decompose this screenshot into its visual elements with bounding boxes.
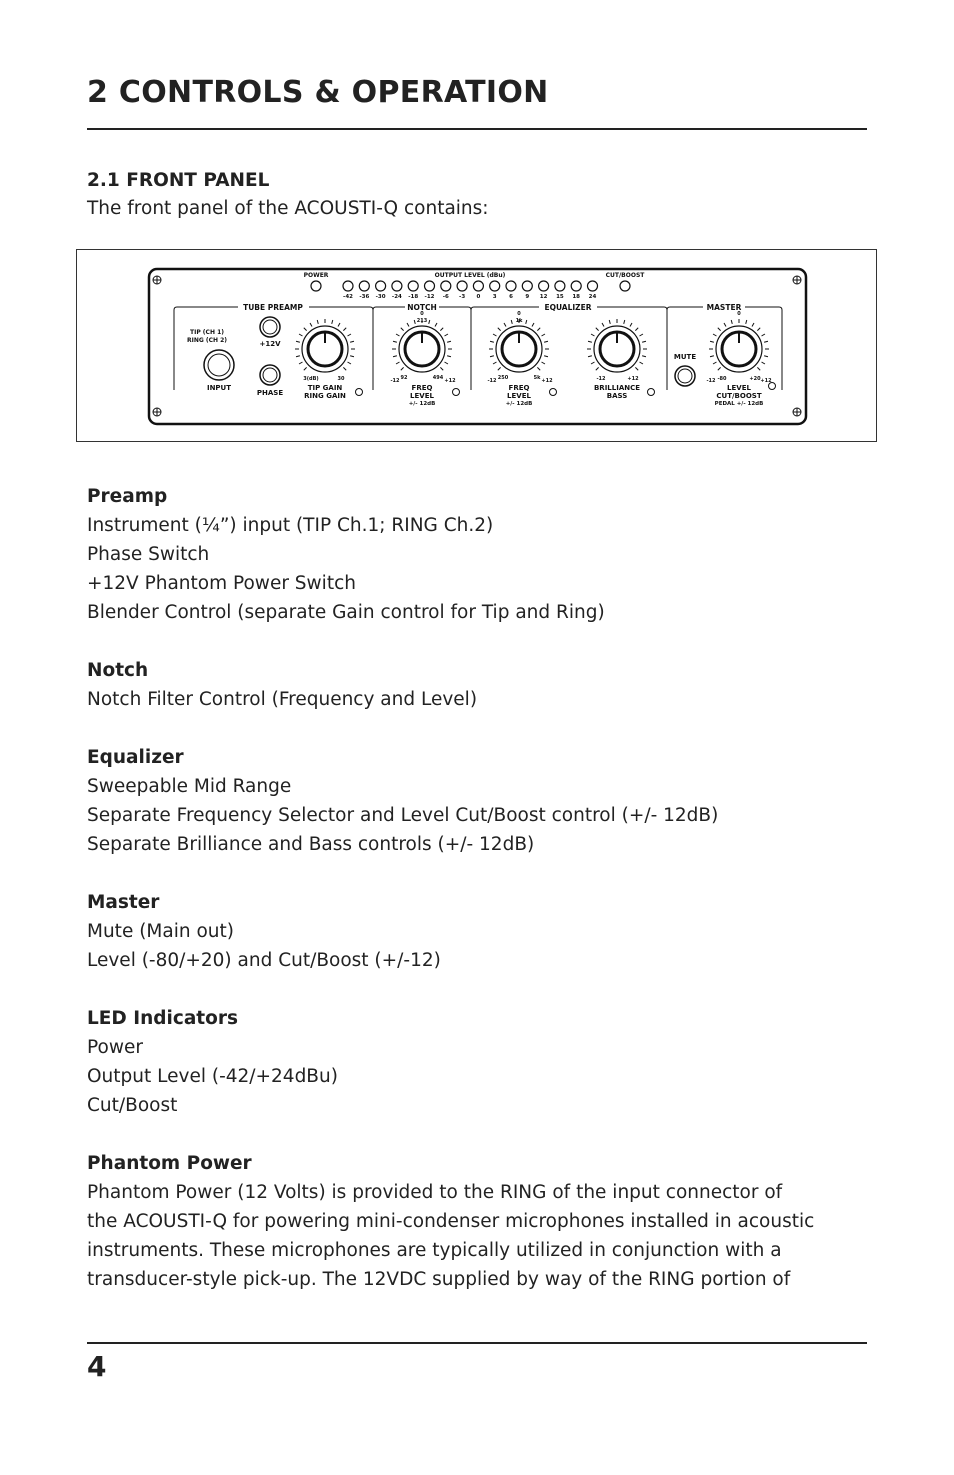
trim-pot-icon [648,389,655,396]
header-rule [87,128,867,130]
eq-freq-label: FREQ [508,384,530,392]
meter-scale-label: 15 [556,294,564,300]
meter-led [343,281,353,291]
tip-label: TIP (CH 1) [190,329,224,336]
group-notch [87,656,867,714]
ring-label: RING (CH 2) [186,337,228,344]
eq-range-label: +/- 12dB [505,401,533,407]
cut-boost-led-label: CUT/BOOST [605,272,645,279]
meter-led [506,281,516,291]
phantom-12v-switch[interactable] [260,317,280,337]
meter-led [359,281,369,291]
trim-pot-icon [453,389,460,396]
mute-button[interactable] [675,366,695,386]
meter-led [408,281,418,291]
eq-high-mark: +12 [541,378,553,384]
meter-scale-label: 9 [525,294,530,300]
eq-f2-mark: 5k [533,375,541,381]
chapter-title: 2 CONTROLS & OPERATION [87,75,549,110]
group-line: the ACOUSTI-Q for powering mini-condenser microphones installed in acoustic [87,1211,815,1232]
group-preamp [87,482,867,627]
master-top-mark: 0 [737,311,741,317]
master-20-mark: +20 [749,376,761,382]
cut-boost-led [620,281,630,291]
group-line: Mute (Main out) [87,921,234,942]
group-line: Blender Control (separate Gain control for Tip and Ring) [87,602,605,623]
notch-range-label: +/- 12dB [408,401,436,407]
meter-scale-label: 6 [509,294,513,300]
master-cut-boost-label: CUT/BOOST [716,392,762,400]
group-line: Power [87,1037,143,1058]
meter-scale-label: -12 [424,294,435,300]
meter-led [555,281,565,291]
group-line: Separate Brilliance and Bass controls (+/- 12dB) [87,834,535,855]
front-panel-figure [76,249,877,442]
meter-scale-label: 18 [572,294,581,300]
notch-f2-mark: 494 [432,375,444,381]
phase-switch[interactable] [260,365,280,385]
group-line: Separate Frequency Selector and Level Cut/Boost control (+/- 12dB) [87,805,719,826]
group-line: Phase Switch [87,544,210,565]
plus12v-label: +12V [259,340,281,348]
meter-scale-label: -6 [442,294,449,300]
notch-high-mark: +12 [444,378,456,384]
master-low-mark: -12 [706,378,716,384]
mute-label: MUTE [673,353,697,361]
group-line: transducer-style pick-up. The 12VDC supplied by way of the RING portion of [87,1269,791,1290]
group-heading: Equalizer [87,747,184,768]
notch-freq-label: FREQ [411,384,433,392]
notch-heading: NOTCH [407,303,437,312]
meter-scale-label: 12 [539,294,548,300]
power-label: POWER [303,272,329,279]
gain-low-mark: 3(dB) [303,376,319,382]
meter-led [539,281,549,291]
meter-led [490,281,500,291]
group-line: Sweepable Mid Range [87,776,292,797]
group-heading: Preamp [87,486,168,507]
meter-scale-label: 0 [476,294,481,300]
output-level-label: OUTPUT LEVEL (dBu) [434,272,506,279]
input-label: INPUT [206,384,232,392]
meter-scale-label: 3 [492,294,497,300]
section-title: 2.1 FRONT PANEL [87,170,270,191]
gain-high-mark: 30 [337,376,345,382]
group-master [87,888,867,975]
notch-level-label: LEVEL [410,392,434,400]
meter-led [376,281,386,291]
master-80-mark: -80 [717,376,727,382]
master-high-mark: +12 [760,378,772,384]
meter-scale-label: -42 [343,294,353,300]
chassis-outline [149,269,806,424]
meter-scale-label: -30 [375,294,386,300]
notch-top-mark: 0 [420,311,424,317]
master-heading: MASTER [706,303,742,312]
notch-mid-mark: 213 [416,318,428,324]
page-number: 4 [87,1350,107,1383]
notch-low-mark: -12 [390,378,400,384]
meter-led [457,281,467,291]
bass-label: BASS [606,392,628,400]
group-equalizer [87,743,867,859]
group-heading: Master [87,892,160,913]
meter-scale-label: 24 [588,294,597,300]
group-line: +12V Phantom Power Switch [87,573,356,594]
phase-label: PHASE [256,389,284,397]
eq-f1-mark: 250 [497,375,509,381]
master-level-label: LEVEL [727,384,751,392]
meter-led [425,281,435,291]
group-heading: LED Indicators [87,1008,238,1029]
input-jack[interactable] [204,350,234,380]
group-line: Phantom Power (12 Volts) is provided to the RING of the input connector of [87,1182,783,1203]
trim-pot-icon [356,389,363,396]
power-led [311,281,321,291]
group-phantom-power [87,1149,867,1294]
bb-high-mark: +12 [627,376,639,382]
equalizer-heading: EQUALIZER [544,303,592,312]
group-line: instruments. These microphones are typically utilized in conjunction with a [87,1240,782,1261]
group-heading: Phantom Power [87,1153,252,1174]
tube-preamp-heading: TUBE PREAMP [243,303,303,312]
eq-mid-mark: 1k [515,318,523,324]
group-line: Cut/Boost [87,1095,178,1116]
meter-scale-label: -24 [391,294,402,300]
brilliance-label: BRILLIANCE [593,384,641,392]
eq-top-mark: 0 [517,311,521,317]
pedal-label: PEDAL +/- 12dB [714,401,764,407]
meter-led [571,281,581,291]
group-line: Level (-80/+20) and Cut/Boost (+/-12) [87,950,441,971]
footer-rule [87,1342,867,1344]
meter-led [392,281,402,291]
tip-gain-label: TIP GAIN [307,384,343,392]
eq-low-mark: -12 [487,378,497,384]
meter-led [522,281,532,291]
eq-level-label: LEVEL [507,392,531,400]
trim-pot-icon [550,389,557,396]
ring-gain-label: RING GAIN [304,392,346,400]
meter-led [441,281,451,291]
meter-scale-label: -36 [359,294,370,300]
group-line: Output Level (-42/+24dBu) [87,1066,338,1087]
group-line: Notch Filter Control (Frequency and Level) [87,689,478,710]
notch-f1-mark: 92 [400,375,408,381]
bb-low-mark: -12 [596,376,606,382]
meter-scale-label: -18 [408,294,419,300]
meter-led [473,281,483,291]
meter-scale-label: -3 [459,294,466,300]
group-led-indicators [87,1004,867,1120]
feature-list [87,482,867,1323]
group-line: Instrument (¼”) input (TIP Ch.1; RING Ch.2) [87,515,494,536]
meter-led [588,281,598,291]
group-heading: Notch [87,660,149,681]
section-intro: The front panel of the ACOUSTI-Q contains: [87,198,489,219]
